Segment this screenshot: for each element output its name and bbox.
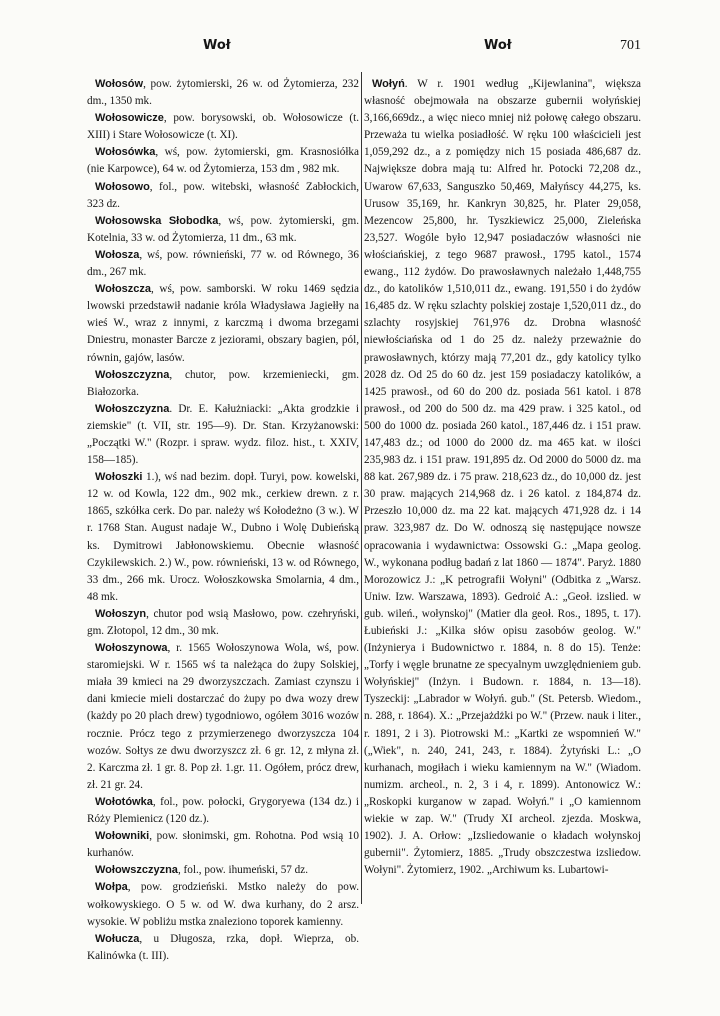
dictionary-entry bbox=[87, 213, 359, 247]
entry-headword: Wołoszki bbox=[95, 471, 143, 484]
entry-headword: Wołosowo bbox=[95, 180, 150, 193]
dictionary-entry bbox=[87, 931, 359, 965]
dictionary-entry bbox=[87, 281, 359, 366]
entry-text: , u Długosza, rzka, dopł. Wieprza, ob. Kalinówka (t. III). bbox=[87, 932, 359, 962]
entry-headword: Wołoszcza bbox=[95, 283, 152, 296]
entry-headword: Wołoszczyzna bbox=[95, 402, 170, 415]
left-column bbox=[87, 76, 359, 965]
dictionary-entry bbox=[87, 179, 359, 213]
entry-text: 1.), wś nad bezim. dopł. Turyi, pow. kowelski, 12 w. od Kowla, 122 dm., 902 mk., cerkiew drewn. z r. 1865, szkółka cerk. Do par. należy wś Kołodeżno (3 w.). W r. 1768 Stan. August nadaje W., Dubno i Wolę Dubieńską ks. Dymitrowi Jabłonowskiemu. Obecnie własność Czykilewskich. 2.) W., pow. równieński, 13 w. od Równego, 33 dm., 266 mk. Urocz. Wołoszkowska Smolarnia, 4 dm., 48 mk. bbox=[87, 471, 359, 603]
dictionary-entry bbox=[87, 640, 359, 794]
entry-headword: Wołowniki bbox=[95, 830, 150, 843]
page-number: 701 bbox=[620, 38, 641, 53]
dictionary-entry bbox=[87, 828, 359, 862]
entry-text: , pow. grodzieński. Mstko należy do pow. wołkowyskiego. O 5 w. od W. dwa kurhany, do 2 arsz. wysokie. W pobliżu mstka znaleziono toporek kamienny. bbox=[87, 881, 359, 928]
right-column bbox=[364, 76, 641, 879]
entry-headword: Wołoszynowa bbox=[95, 642, 168, 655]
entry-text: , chutor, pow. krzemieniecki, gm. Białozorka. bbox=[87, 368, 359, 398]
entry-text: , wś, pow. żytomierski, gm. Kotelnia, 33 w. od Żytomierza, 11 dm., 63 mk. bbox=[87, 214, 359, 244]
dictionary-entry bbox=[87, 110, 359, 144]
dictionary-entry bbox=[87, 144, 359, 178]
entry-headword: Wołosza bbox=[95, 248, 140, 261]
entry-headword: Wołpa bbox=[95, 881, 128, 894]
header-left-word: Woł bbox=[203, 38, 231, 53]
entry-headword: Wołyń bbox=[372, 78, 405, 90]
entry-text: , fol., pow. ihumeński, 57 dz. bbox=[177, 864, 309, 877]
dictionary-entry bbox=[87, 862, 359, 879]
entry-text: . Dr. E. Kałużniacki: „Akta grodzkie i ziemskie" (t. VII, str. 195—9). Dr. Stan. Krzyżanowski: „Początki W." (Rozpr. i spraw. wydz. filoz. hist., t. XXIV, 158—185). bbox=[87, 402, 359, 467]
dictionary-entry bbox=[87, 76, 359, 110]
entry-headword: Wołoszczyzna bbox=[95, 368, 170, 381]
dictionary-entry bbox=[87, 469, 359, 606]
entry-headword: Wołotówka bbox=[95, 795, 153, 808]
entry-text: , pow. żytomierski, 26 w. od Żytomierza, 232 dm., 1350 mk. bbox=[87, 78, 359, 108]
entry-headword: Wołosówka bbox=[95, 146, 156, 159]
entry-headword: Wołosowicze bbox=[95, 112, 164, 125]
dictionary-entry bbox=[87, 606, 359, 640]
entry-text: , fol., pow. połocki, Grygoryewa (134 dz.) i Róży Plemienicz (120 dz.). bbox=[87, 795, 359, 826]
entry-text: , wś, pow. równieński, 77 w. od Równego, 36 dm., 267 mk. bbox=[87, 248, 359, 279]
entry-text: , r. 1565 Wołoszynowa Wola, wś, pow. staromiejski. W r. 1565 wś ta należąca do żupy Solskiej, miała 39 kmieci na 29 dworzyszczach. Zamiast czynszu i dani kmiecie mieli dostarczać do żupy po dwa wozy drew (każdy po 20 plach drew) tygodniowo, ogółem 3016 wozów rocznie. Prócz tego z przymierzenego dworzyszcza 104 wozów. Sołtys ze dwu dworzyszcz zł. 6 gr. 12, z młyna zł. 2. Karczma zł. 1 gr. 8. Pop zł. 1.gr. 11. Ogółem, prócz drew, zł. 21 gr. 24. bbox=[87, 642, 359, 791]
dictionary-entry bbox=[87, 401, 359, 469]
entry-text: , pow. słonimski, gm. Rohotna. Pod wsią 10 kurhanów. bbox=[87, 830, 359, 860]
dictionary-entry bbox=[364, 76, 641, 879]
dictionary-entry bbox=[87, 794, 359, 828]
entry-headword: Wołoszyn bbox=[95, 607, 147, 620]
entry-text: , wś, pow. żytomierski, gm. Krasnosiółka (nie Karpowce), 64 w. od Żytomierza, 153 dm , 982 mk. bbox=[87, 146, 359, 176]
column-divider bbox=[361, 72, 362, 904]
entry-headword: Wołucza bbox=[95, 932, 140, 945]
dictionary-entry bbox=[87, 247, 359, 281]
dictionary-entry bbox=[87, 879, 359, 930]
dictionary-entry bbox=[87, 367, 359, 401]
entry-headword: Wołowszczyzna bbox=[95, 864, 178, 877]
entry-text: , fol., pow. witebski, własność Zabłockich, 323 dz. bbox=[87, 180, 359, 210]
entry-text: , chutor pod wsią Masłowo, pow. czehryński, gm. Złotopol, 12 dm., 30 mk. bbox=[87, 607, 359, 637]
entry-text: , wś, pow. samborski. W roku 1469 sędzia lwowski przedstawił nadanie króla Władysława Jagiełły na wieś W., wraz z innymi, z karczmą i dwoma brzegami Dniestru, monaster Barcze z jeziorami, obszary bagien, pól, równin, gajów, lasów. bbox=[87, 283, 359, 364]
entry-headword: Wołosów bbox=[95, 78, 144, 90]
running-header bbox=[0, 34, 720, 58]
entry-text: , pow. borysowski, ob. Wołosowicze (t. XIII) i Stare Wołosowicze (t. XI). bbox=[87, 112, 359, 142]
header-center-word: Woł bbox=[484, 38, 512, 53]
entry-headword: Wołosowska Słobodka bbox=[95, 214, 219, 227]
entry-text: . W r. 1901 według „Kijewlanina", większa własność obejmowała na obszarze gubernii wołyńskiej 3,166,669dz., a więc nieco mniej niż połowę całego obszaru. Przeważa tu wielka posiadłość. W ręku 100 właścicieli jest 1,059,292 dz., a z pomiędzy nich 15 posiada 486,687 dz. Największe dobra mają tu: Alfred hr. Potocki 72,208 dz., Uwarow 67,633, Sanguszko 50,469, Małyńscy 44,275, ks. Urusow 35,169, hr. Kankryn 30,825, hr. Plater 29,058, Mezencow 25,800, hr. Tyszkiewicz 25,000, Zieleńska 23,527. Wogóle było 12,947 posiadaczów własności nie włościańskiej, z tego 9687 prawosł., 1795 katol., 1574 ewang., 112 żydów. Do prawosławnych należało 1,448,755 dz., do katolików 1,510,011 dz., ewang. 191,550 i do żydów 16,485 dz. W ręku szlachty polskiej zostaje 1,520,011 dz., do szlachty rosyjskiej 761,976 dz. Drobna własność niewłościańska od 1 do 25 dz. należy przeważnie do prawosławnych, którzy mają 77,201 dz., gdy katolicy tylko 2028 dz. Od 25 do 60 dz. jest 159 posiadaczy katolików, a 1425 prawosł., od 60 do 200 dz. posiada 561 katol. i 878 prawosł., od 200 do 500 dz. ma 429 praw. i 325 katol., od 500 do 1000 dz. posiada 260 katol., 187,446 dz. i 151 praw. 147,483 dz.; od 1000 do 2000 dz. ma 465 kat. w ilości 235,983 dz. i 151 praw. 191,895 dz. Od 2000 do 5000 dz. ma 88 kat. 267,989 dz. i 75 praw. 218,623 dz., do 10,000 dz. jest 30 praw. mających 214,968 dz. i 26 katol. z 184,874 dz. Przeszło 10,000 dz. ma 22 kat. mających 471,928 dz. i 14 praw. 323,987 dz. Do W. odnoszą się następujące nowsze opracowania i wydawnictwa: Ossowski G.: „Mapa geolog. W., wykonana podług badań z lat 1860 — 1874". Paryż. 1880 Morozowicz J.: „K petrografii Wołyni" (Odbitka z „Warsz. Uniw. Izw. Warszawa, 1893). Gedroić A.: „Geoł. izslied. w gub. wileń., wołynskoj" (Matier dla geoł. Ros., 1895, t. 17). Łubieński J.: „Kilka słów opisu zasobów geolog. W." (Inżynierya i Budownictwo r. 1884, n. 8 do 15). Tenże: „Torfy i węgle brunatne ze specyalnym uwzględnieniem gub. Wołyńskiej" (Inżyn. i Budown. r. 1884, n. 13—18). Tyszeckij: „Labrador w Wołyń. gub." (St. Petersb. Wiedom., n. 288, r. 1864). X.: „Przejażdżki po W." (Przew. nauk i liter., r. 1891, 2 i 3). Piotrowski M.: „Kartki ze wspomnień W." („Wiek", n. 240, 241, 243, r. 1884). Żytyński L.: „O kurhanach, mogiłach i wieku kamiennym na W." (Wiadom. numizm. archeol., n. 2, 3 i 4, r. 1899). Antonowicz W.: „Roskopki kurganow w zapad. Wołyń." i „O kamiennom wiekie w zap. W." (Trudy XI archeol. zjezda. Moskwa, 1902). J. A. Orłow: „Izsliedowanie o kładach wołynskoj gubernii". Żytomierz, 1885. „Trudy obszczestwa izsliedow. Wołyni". Żytomierz, 1902. „Archiwum ks. Lubartowi- bbox=[364, 78, 641, 877]
